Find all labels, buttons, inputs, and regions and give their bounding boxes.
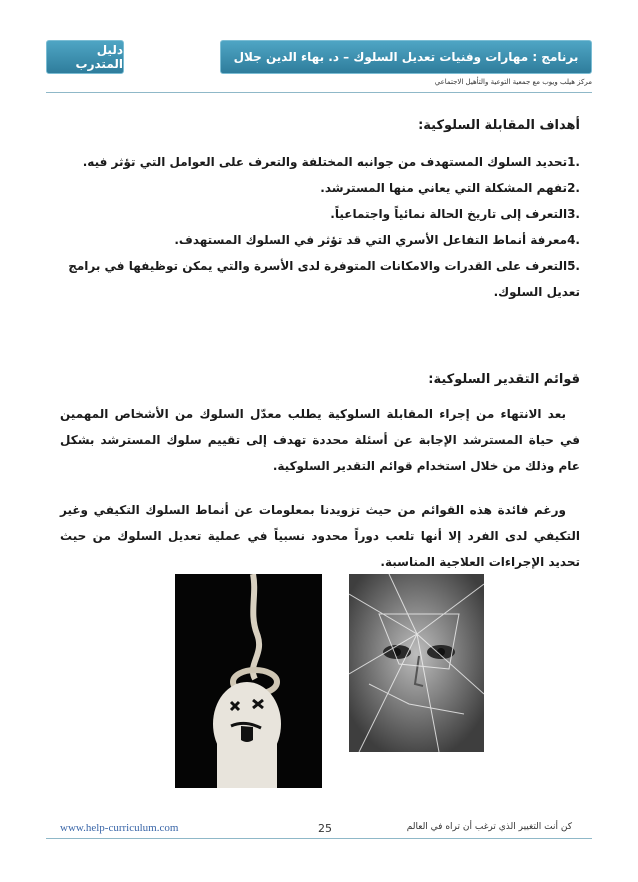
program-title: برنامج : مهارات وفنيات تعديل السلوك – د. بهاء الدين جلال [233,50,579,64]
header-subtitle: مركز هيلب ويوب مع جمعية التوعية والتأهيل الاجتماعي [434,78,592,86]
program-title-box [220,40,592,74]
footer-motto: كن أنت التغيير الذي ترغب أن تراه في العالم [406,822,572,832]
paragraph: ورغم فائدة هذه القوائم من حيث تزويدنا بمعلومات عن أنماط السلوك التكيفي وغير التكيفي لدى الفرد إلا أنها تلعب دوراً محدود نسبياً في عملية تعديل السلوك من حيث تحديد الإجراءات العلاجية المناسبة. [60,503,580,569]
cracked-face-photo [349,574,484,752]
objectives-heading: أهداف المقابلة السلوكية: [418,118,580,133]
header-divider [46,92,592,93]
dummy-noose-photo [175,574,322,788]
list-item: 4.معرفة أنماط التفاعل الأسري التي قد تؤثر في السلوك المستهدف. [174,233,580,247]
footer-url[interactable]: www.help-curriculum.com [60,822,179,834]
list-item: 5.التعرف على القدرات والامكانات المتوفرة لدى الأسرة والتي يمكن توظيفها في برامج تعديل السلوك. [68,259,580,299]
list-item: 1.تحديد السلوك المستهدف من جوانبه المختلفة والتعرف على العوامل التي تؤثر فيه. [82,155,580,169]
page-footer [46,822,592,836]
rating-scales-heading: قوائم التقدير السلوكية: [428,372,580,387]
list-item: 3.التعرف إلى تاريخ الحالة نمائياً واجتماعياً. [330,207,580,221]
objectives-list [60,149,580,305]
guide-label-box [46,40,124,74]
footer-divider [46,838,592,839]
objectives-section [60,118,580,305]
rating-scales-section [60,372,580,575]
guide-label: دليل المتدرب [75,43,123,71]
page-number: 25 [318,822,332,835]
paragraph: بعد الانتهاء من إجراء المقابلة السلوكية يطلب معدّل السلوك من الأشخاص المهمين في حياة المسترشد الإجابة عن أسئلة محددة تهدف إلى تقييم سلوك المسترشد بشكل عام وذلك من خلال استخدام قوائم التقدير السلوكية. [60,407,580,473]
list-item: 2.تفهم المشكلة التي يعاني منها المسترشد. [320,181,580,195]
